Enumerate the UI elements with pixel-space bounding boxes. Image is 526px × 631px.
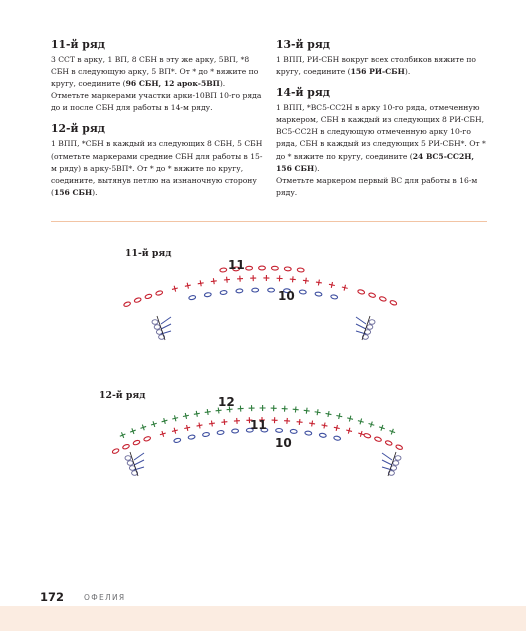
row-11-chain-stitch <box>155 290 163 296</box>
stitch-stroke <box>356 317 366 324</box>
row-12-single-crochet <box>303 407 310 414</box>
row-10-chain-stitch <box>204 292 211 297</box>
book-title: ОФЕЛИЯ <box>84 593 126 602</box>
row-11-chain-stitch <box>363 433 371 439</box>
row-11-chain-stitch <box>368 292 376 298</box>
row-11-single-crochet <box>234 418 240 424</box>
row-11-single-crochet <box>237 276 243 282</box>
row-10-chain-stitch <box>299 290 306 295</box>
row-11-single-crochet <box>210 278 217 285</box>
text-run: 1 ВПП, РИ-СБН вокруг всех столбиков вяжите по кругу, соедините ( <box>276 55 476 77</box>
row-12-single-crochet <box>378 424 386 432</box>
lower-stitch-loop <box>395 456 401 461</box>
row-11-single-crochet <box>171 285 178 292</box>
row-11-chain-stitch <box>145 294 153 300</box>
row-12-single-crochet <box>139 424 147 432</box>
row-10-chain-stitch <box>236 289 243 293</box>
row-10-chain-stitch <box>315 292 322 297</box>
row-11-single-crochet <box>290 276 296 282</box>
row-11-chain-stitch <box>220 268 227 272</box>
text-run: ). Отметьте маркерами участки арки-10ВП 10-го ряда до и после СБН для работы в 14-м ряду. <box>51 79 262 113</box>
stitch-stroke <box>161 324 171 329</box>
diagram-1-label: 11-й ряд <box>125 248 172 259</box>
bold-total: 156 РИ-СБН <box>350 67 405 77</box>
stitch-stroke <box>382 453 392 460</box>
row-11-single-crochet <box>303 277 310 284</box>
row-12-single-crochet <box>388 428 396 436</box>
text-run: ). <box>404 67 411 77</box>
text-run: ). <box>92 187 98 197</box>
row-11-single-crochet <box>263 275 269 281</box>
page-number: 172 <box>40 590 65 604</box>
stitch-stroke <box>382 460 392 465</box>
row-11-single-crochet <box>315 279 322 286</box>
row-12-single-crochet <box>282 406 288 412</box>
row-10-chain-stitch <box>305 431 312 436</box>
row-10-chain-stitch <box>252 288 259 292</box>
row-11-single-crochet <box>309 420 316 427</box>
row-13-heading: 13-й ряд <box>276 38 330 51</box>
row-10-chain-stitch <box>188 435 195 440</box>
row-11-chain-stitch <box>143 436 151 442</box>
diagram-1-symbols <box>123 266 397 340</box>
row-12-single-crochet <box>260 405 266 411</box>
row-12-single-crochet <box>172 415 179 422</box>
row-10-chain-stitch <box>268 288 275 292</box>
row-11-chain-stitch <box>246 266 253 270</box>
row-11-chain-stitch <box>133 440 141 446</box>
row-11-single-crochet <box>271 417 277 423</box>
row-12-single-crochet <box>204 409 211 416</box>
row-11-single-crochet <box>341 284 348 291</box>
row-11-heading: 11-й ряд <box>51 38 105 51</box>
row-11-chain-stitch <box>134 297 142 303</box>
row-10-chain-stitch <box>232 429 239 433</box>
bold-total: 96 СБН, 12 арок-5ВП <box>125 79 220 89</box>
diagram-1-row-number-11: 11 <box>228 258 245 272</box>
row-11-chain-stitch <box>390 300 398 306</box>
row-11-chain-stitch <box>374 436 382 442</box>
row-11-chain-stitch <box>297 268 304 272</box>
row-10-chain-stitch <box>217 430 224 435</box>
row-11-single-crochet <box>184 424 191 431</box>
row-11-single-crochet <box>333 424 340 431</box>
row-11-chain-stitch <box>357 289 365 295</box>
row-11-single-crochet <box>357 430 364 437</box>
row-12-single-crochet <box>346 415 353 422</box>
row-12-single-crochet <box>357 418 364 425</box>
row-11-single-crochet <box>159 430 166 437</box>
row-12-heading: 12-й ряд <box>51 122 105 136</box>
row-11-chain-stitch <box>385 440 393 446</box>
row-12-single-crochet <box>336 413 343 420</box>
row-12-single-crochet <box>237 405 243 411</box>
row-14-heading: 14-й ряд <box>276 86 330 100</box>
row-11-single-crochet <box>196 422 203 429</box>
row-11-chain-stitch <box>395 444 403 450</box>
lower-stitch-loop <box>154 325 160 330</box>
bold-total: 24 ВС5-СС2Н, 156 СБН <box>276 151 475 173</box>
row-11-single-crochet <box>184 282 191 289</box>
diagram-2-symbols <box>112 405 403 476</box>
row-10-chain-stitch <box>333 436 340 441</box>
row-11-chain-stitch <box>284 267 291 271</box>
diagram-2-row-number-10: 10 <box>275 436 292 450</box>
row-11-single-crochet <box>221 419 228 426</box>
row-11-single-crochet <box>321 422 328 429</box>
row-11-chain-stitch <box>123 301 131 307</box>
lower-stitch-loop <box>127 461 133 466</box>
row-11-single-crochet <box>284 418 290 424</box>
text-run: ). Отметьте маркером первый ВС для работы в 16-м ряду. <box>276 163 478 197</box>
lower-stitch-loop <box>369 320 375 325</box>
row-10-chain-stitch <box>174 438 182 443</box>
row-10-chain-stitch <box>319 433 326 438</box>
row-10-chain-stitch <box>220 290 227 295</box>
row-11-single-crochet <box>209 420 216 427</box>
stitch-stroke <box>356 324 366 329</box>
row-12-single-crochet <box>292 406 299 413</box>
row-12-single-crochet <box>249 405 255 411</box>
row-11-single-crochet <box>276 275 282 281</box>
row-11-chain-stitch <box>259 266 266 270</box>
row-11-single-crochet <box>224 276 231 283</box>
row-12-single-crochet <box>129 427 137 435</box>
row-10-chain-stitch <box>276 428 283 432</box>
row-11-single-crochet <box>250 275 256 281</box>
row-12-single-crochet <box>150 420 157 427</box>
row-11-single-crochet <box>171 427 178 434</box>
row-12-single-crochet <box>271 405 277 411</box>
row-10-chain-stitch <box>202 432 209 437</box>
row-11-chain-stitch <box>112 448 120 454</box>
row-11-single-crochet <box>296 419 303 426</box>
row-11-chain-stitch <box>379 296 387 302</box>
footer-band <box>0 606 526 631</box>
row-11-single-crochet <box>328 281 335 288</box>
row-12-single-crochet <box>325 411 332 418</box>
lower-stitch-loop <box>125 456 131 461</box>
row-10-chain-stitch <box>188 295 195 300</box>
diagram-2-label: 12-й ряд <box>99 390 146 401</box>
row-12-single-crochet <box>161 417 168 424</box>
diagram-2-row-number-12: 12 <box>218 395 235 409</box>
row-12-single-crochet <box>182 412 189 419</box>
stitch-stroke <box>134 460 144 465</box>
row-11-chain-stitch <box>271 266 278 270</box>
row-12-single-crochet <box>368 421 375 428</box>
diagram-1-row-number-10: 10 <box>278 289 295 303</box>
row-10-chain-stitch <box>330 294 337 299</box>
row-11-single-crochet <box>197 280 204 287</box>
row-12-single-crochet <box>193 410 200 417</box>
bold-total: 156 СБН <box>53 187 93 197</box>
diagram-2-row-number-11: 11 <box>250 418 267 432</box>
lower-stitch-loop <box>393 461 399 466</box>
row-12-single-crochet <box>119 431 127 439</box>
text-run: 1 ВПП, *ВС5-СС2Н в арку 10-го ряда, отмеченную маркером, СБН в каждый из следующих 8 РИ-СБН, ВС5-СС2Н в следующую отмеченную арку 10-го ряда, СБН в каждый из следующих 5 РИ-СБН*. От * до * вяжите по кругу, соедините ( <box>276 103 486 161</box>
stitch-stroke <box>161 317 171 324</box>
text-run: 3 ССТ в арку, 1 ВП, 8 СБН в эту же арку, 5ВП, *8 СБН в следующую арку, 5 ВП*. От * до * вяжите по кругу, соедините ( <box>51 55 259 89</box>
lower-stitch-loop <box>367 325 373 330</box>
row-12-single-crochet <box>314 409 321 416</box>
lower-stitch-loop <box>152 320 158 325</box>
stitch-stroke <box>134 453 144 460</box>
text-run: 1 ВПП, *СБН в каждый из следующих 8 СБН, 5 СБН (отметьте маркерами средние СБН для работы в 15-м ряду) в арку-5ВП*. От * до * вяжите по кругу, соедините, вытянув петлю на изнаночную сторону ( <box>51 139 263 197</box>
row-11-chain-stitch <box>122 444 130 450</box>
row-10-chain-stitch <box>290 429 297 433</box>
row-11-single-crochet <box>345 427 352 434</box>
